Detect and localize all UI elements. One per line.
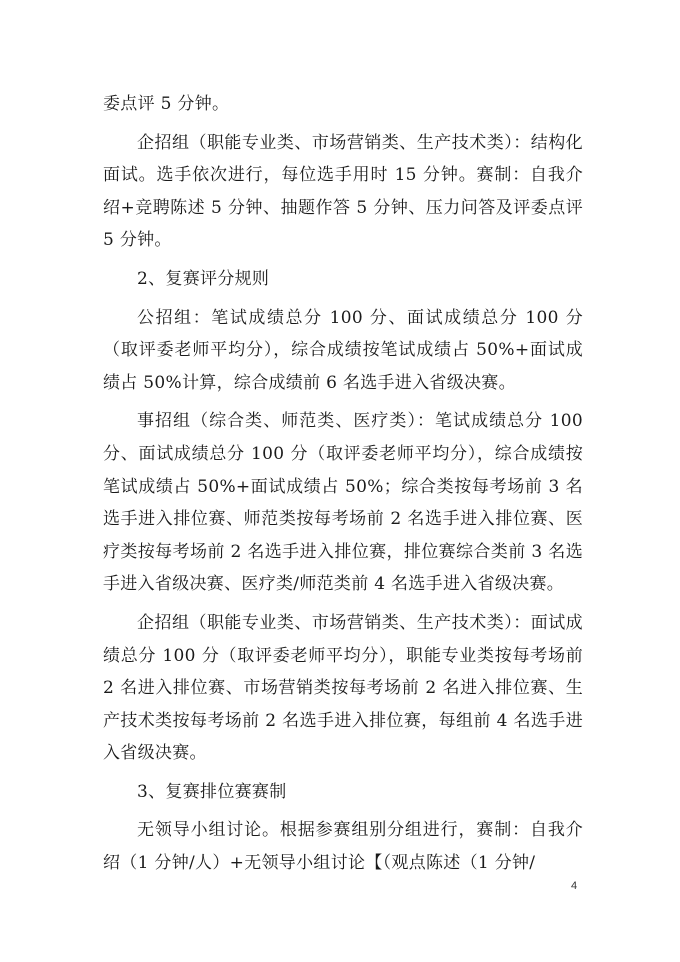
paragraph-leaderless-discussion: 无领导小组讨论。根据参赛组别分组进行，赛制：自我介绍（1 分钟/人）+无领导小组讨论【（观点陈述（1 分钟/	[103, 820, 583, 874]
section-heading-scoring-rules: 2、复赛评分规则	[137, 268, 270, 289]
page-number: 4	[571, 880, 578, 892]
document-body	[103, 88, 583, 886]
paragraph-enterprise-scoring: 企招组（职能专业类、市场营销类、生产技术类）：面试成绩总分 100 分（取评委老师平均分），职能专业类按每考场前 2 名进入排位赛、市场营销类按每考场前 2 名进入排位赛、生产技术类按每考场前 2 名选手进入排位赛，每组前 4 名选手进入省级决赛。	[103, 612, 583, 764]
paragraph-enterprise-interview: 企招组（职能专业类、市场营销类、生产技术类）：结构化面试。选手依次进行，每位选手用时 15 分钟。赛制：自我介绍+竞聘陈述 5 分钟、抽题作答 5 分钟、压力问答及评委点评 5 分钟。	[103, 132, 583, 251]
paragraph-institution-recruitment: 事招组（综合类、师范类、医疗类）：笔试成绩总分 100 分、面试成绩总分 100 分（取评委老师平均分），综合成绩按笔试成绩占 50%+面试成绩占 50%；综合类按每考场前 3 名选手进入排位赛、师范类按每考场前 2 名选手进入排位赛、医疗类按每考场前 2 名选手进入排位赛，排位赛综合类前 3 名选手进入省级决赛、医疗类/师范类前 4 名选手进入省级决赛。	[103, 411, 583, 595]
section-heading-ranking-format: 3、复赛排位赛赛制	[137, 781, 287, 802]
paragraph-judge-comment-end: 委点评 5 分钟。	[103, 94, 230, 114]
paragraph-public-recruitment: 公招组：笔试成绩总分 100 分、面试成绩总分 100 分（取评委老师平均分），综合成绩按笔试成绩占 50%+面试成绩占 50%计算，综合成绩前 6 名选手进入省级决赛。	[103, 307, 583, 393]
